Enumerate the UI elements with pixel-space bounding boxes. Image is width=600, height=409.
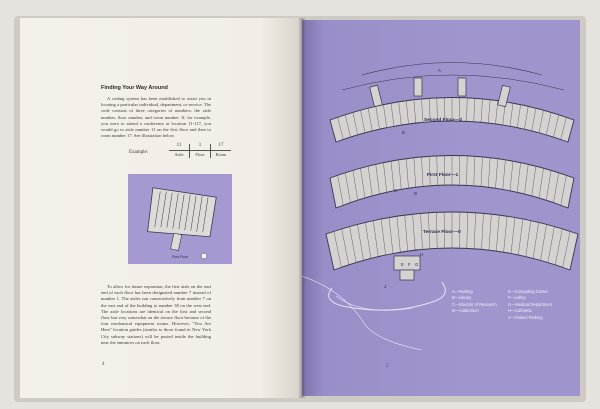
page-number-right: 5: [386, 364, 389, 369]
map-letter-a: A: [438, 68, 441, 73]
access-road: [329, 282, 446, 310]
legend-item: D—Auditorium: [452, 308, 479, 314]
map-letter-e: E: [401, 262, 404, 267]
expansion-paragraph: To allow for future expansion, the first aisle on the east end of each floor has been designated number 7 instead of number 1. The aisles run consecutively from number 7 on the east end of the building to number 38 on the west end. The aisle locations are identical on the first and second floor but vary somewhat on the terrace floor because of the four mechanical equipment rooms. However, "You Are Here" location guides (similar to those found in New York City subway stations) will be posted inside the building near the entrances on each floor.: [101, 284, 211, 345]
legend-item: C—Director of Research: [452, 301, 497, 307]
book-gutter: [298, 18, 306, 398]
legend-item: J—Visitors Parking: [508, 314, 543, 320]
mini-plan-caption: First Floor: [172, 255, 189, 259]
map-letter-g: G: [415, 262, 419, 267]
map-letter-j: J: [384, 284, 387, 289]
access-road: [336, 296, 412, 310]
legend-item: H—Cafeteria: [508, 308, 532, 314]
map-letter-f: F: [408, 262, 411, 267]
access-road: [302, 276, 422, 350]
legend-item: B—Library: [452, 295, 472, 301]
example-floor: [190, 143, 210, 157]
map-letter-c: C: [394, 188, 398, 193]
first-floor-mini-plan: [128, 174, 232, 264]
example-aisle: [169, 143, 189, 157]
map-letter-b: B: [402, 130, 405, 135]
floor-plans-drawing: [302, 20, 580, 396]
mini-lobby: [171, 233, 182, 250]
terrace-floor-label: Terrace Floor—0: [423, 230, 461, 235]
floor-value: 1: [198, 143, 202, 148]
legend-item: F—Lobby: [508, 295, 526, 301]
room-label: Room: [211, 150, 231, 157]
map-letter-h: H: [420, 252, 424, 257]
map-letter-d: D: [414, 191, 418, 196]
aisle-label: Aisle: [169, 150, 189, 157]
terrace-entrance: [394, 256, 420, 280]
you-are-here-marker: [201, 253, 207, 259]
page-number-left: 4: [102, 362, 105, 367]
legend-column-right: [508, 289, 578, 321]
room-value: 17: [218, 143, 224, 148]
example-room: [211, 143, 231, 157]
floor-label: Floor: [190, 150, 210, 157]
first-floor-label: First Floor—1: [427, 173, 459, 178]
intro-paragraph: A coding system has been established to assist you in locating a particular individual, department, or service. The code consists of three categories of numbers: the aisle number, floor number, and room number. If, for example, you were to attend a conference at location 11-117, you would go to aisle number 11 on the first floor and then to room number 17. See illustration below.: [101, 96, 211, 139]
mini-plan-drawing: [128, 174, 232, 264]
legend-item: G—Medical Department: [508, 301, 552, 307]
example-label: Example:: [129, 150, 149, 155]
legend-item: A—Parking: [452, 289, 473, 294]
section-heading: Finding Your Way Around: [101, 85, 168, 91]
aisle-value: 11: [176, 143, 182, 148]
legend-item: E—Computing Center: [508, 289, 549, 294]
second-floor-label: Second Floor—2: [424, 118, 463, 123]
code-example: [129, 143, 233, 163]
parking-arc: [362, 63, 542, 76]
